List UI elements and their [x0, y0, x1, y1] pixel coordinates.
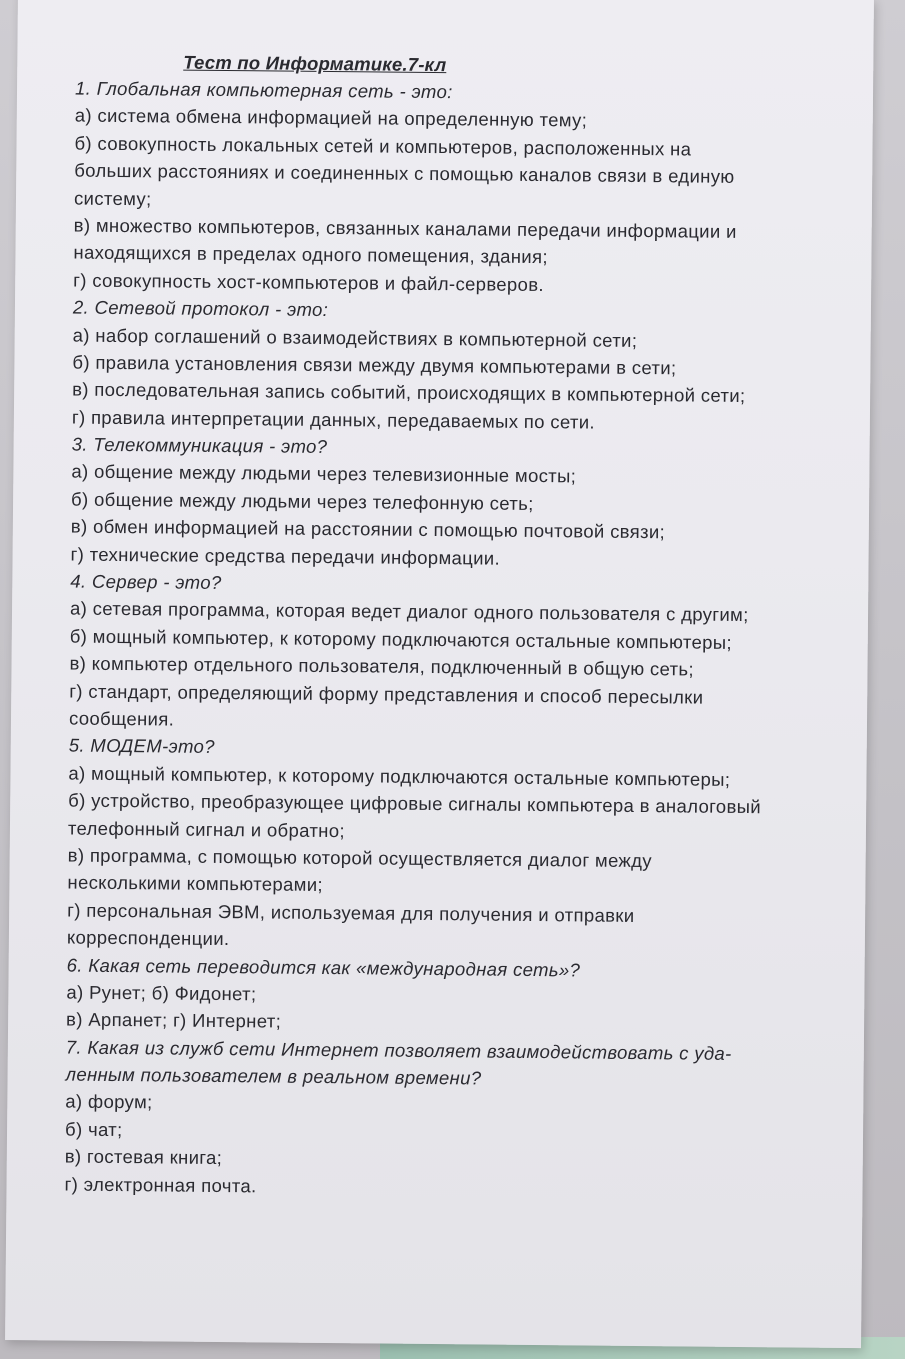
answer-option-line: корреспонденции.: [66, 926, 230, 950]
paper-sheet: [5, 0, 874, 1348]
answer-option-line: г) электронная почта.: [64, 1173, 257, 1196]
test-document: [64, 49, 855, 1205]
answer-option-line: а) Рунет; б) Фидонет;: [66, 981, 257, 1005]
question-line: 7. Какая из служб сети Интернет позволяет взаимодействовать с уда-: [65, 1036, 732, 1064]
answer-option-line: в) компьютер отдельного пользователя, подключенный в общую сеть;: [69, 652, 695, 680]
question-line: 3. Телекоммуникация - это?: [71, 433, 328, 458]
answer-option-line: г) персональная ЭВМ, используемая для получения и отправки: [67, 899, 635, 926]
question-line: ленным пользователем в реальном времени?: [65, 1063, 482, 1089]
answer-option-line: а) общение между людьми через телевизионные мосты;: [71, 461, 577, 487]
answer-option-line: г) совокупность хост-компьютеров и файл-серверов.: [73, 269, 545, 295]
question-line: 6. Какая сеть переводится как «международная сеть»?: [66, 954, 581, 980]
answer-option-line: телефонный сигнал и обратно;: [67, 817, 346, 841]
answer-option-line: г) стандарт, определяющий форму представления и способ пересылки: [69, 680, 704, 708]
answer-option-line: в) множество компьютеров, связанных каналами передачи информации и: [73, 214, 737, 242]
answer-option-line: б) общение между людьми через телефонную сеть;: [71, 488, 534, 514]
question-line: 5. МОДЕМ-это?: [68, 734, 215, 758]
answer-option-line: находящихся в пределах одного помещения, здания;: [73, 241, 549, 268]
answer-option-line: а) мощный компьютер, к которому подключаются остальные компьютеры;: [68, 762, 731, 790]
answer-option-line: сообщения.: [68, 707, 175, 730]
answer-option-line: а) форум;: [65, 1090, 153, 1113]
answer-option-line: б) правила установления связи между двумя компьютерами в сети;: [72, 351, 677, 379]
answer-option-line: б) мощный компьютер, к которому подключаются остальные компьютеры;: [69, 625, 733, 653]
answer-option-line: б) совокупность локальных сетей и компьютеров, расположенных на: [74, 132, 692, 160]
answer-option-line: а) сетевая программа, которая ведет диалог одного пользователя с другим;: [69, 597, 749, 626]
document-body: [64, 75, 855, 1205]
answer-option-line: б) чат;: [64, 1118, 123, 1140]
answer-option-line: г) технические средства передачи информации.: [70, 543, 501, 569]
answer-option-line: больших расстояниях и соединенных с помощью каналов связи в единую: [74, 159, 735, 188]
question-line: 4. Сервер - это?: [70, 570, 222, 594]
answer-option-line: в) последовательная запись событий, происходящих в компьютерной сети;: [72, 378, 746, 407]
answer-option-line: а) система обмена информацией на определенную тему;: [74, 104, 588, 131]
answer-option-line: в) обмен информацией на расстоянии с помощью почтовой связи;: [70, 515, 666, 543]
answer-option-line: а) набор соглашений о взаимодействиях в компьютерной сети;: [72, 324, 638, 351]
question-line: 2. Сетевой протокол - это:: [72, 296, 329, 321]
answer-option-line: несколькими компьютерами;: [67, 871, 324, 896]
answer-option-line: б) устройство, преобразующее цифровые сигналы компьютера в аналоговый: [68, 789, 762, 818]
document-title: Тест по Информатике.7-кл: [183, 51, 447, 76]
answer-option-line: в) Арпанет; г) Интернет;: [66, 1008, 282, 1032]
answer-option-line: г) правила интерпретации данных, передаваемых по сети.: [71, 406, 596, 433]
answer-option-line: систему;: [73, 187, 152, 209]
answer-option-line: в) программа, с помощью которой осуществляется диалог между: [67, 844, 653, 872]
question-line: 1. Глобальная компьютерная сеть - это:: [74, 77, 453, 103]
answer-option-line: в) гостевая книга;: [64, 1145, 223, 1169]
